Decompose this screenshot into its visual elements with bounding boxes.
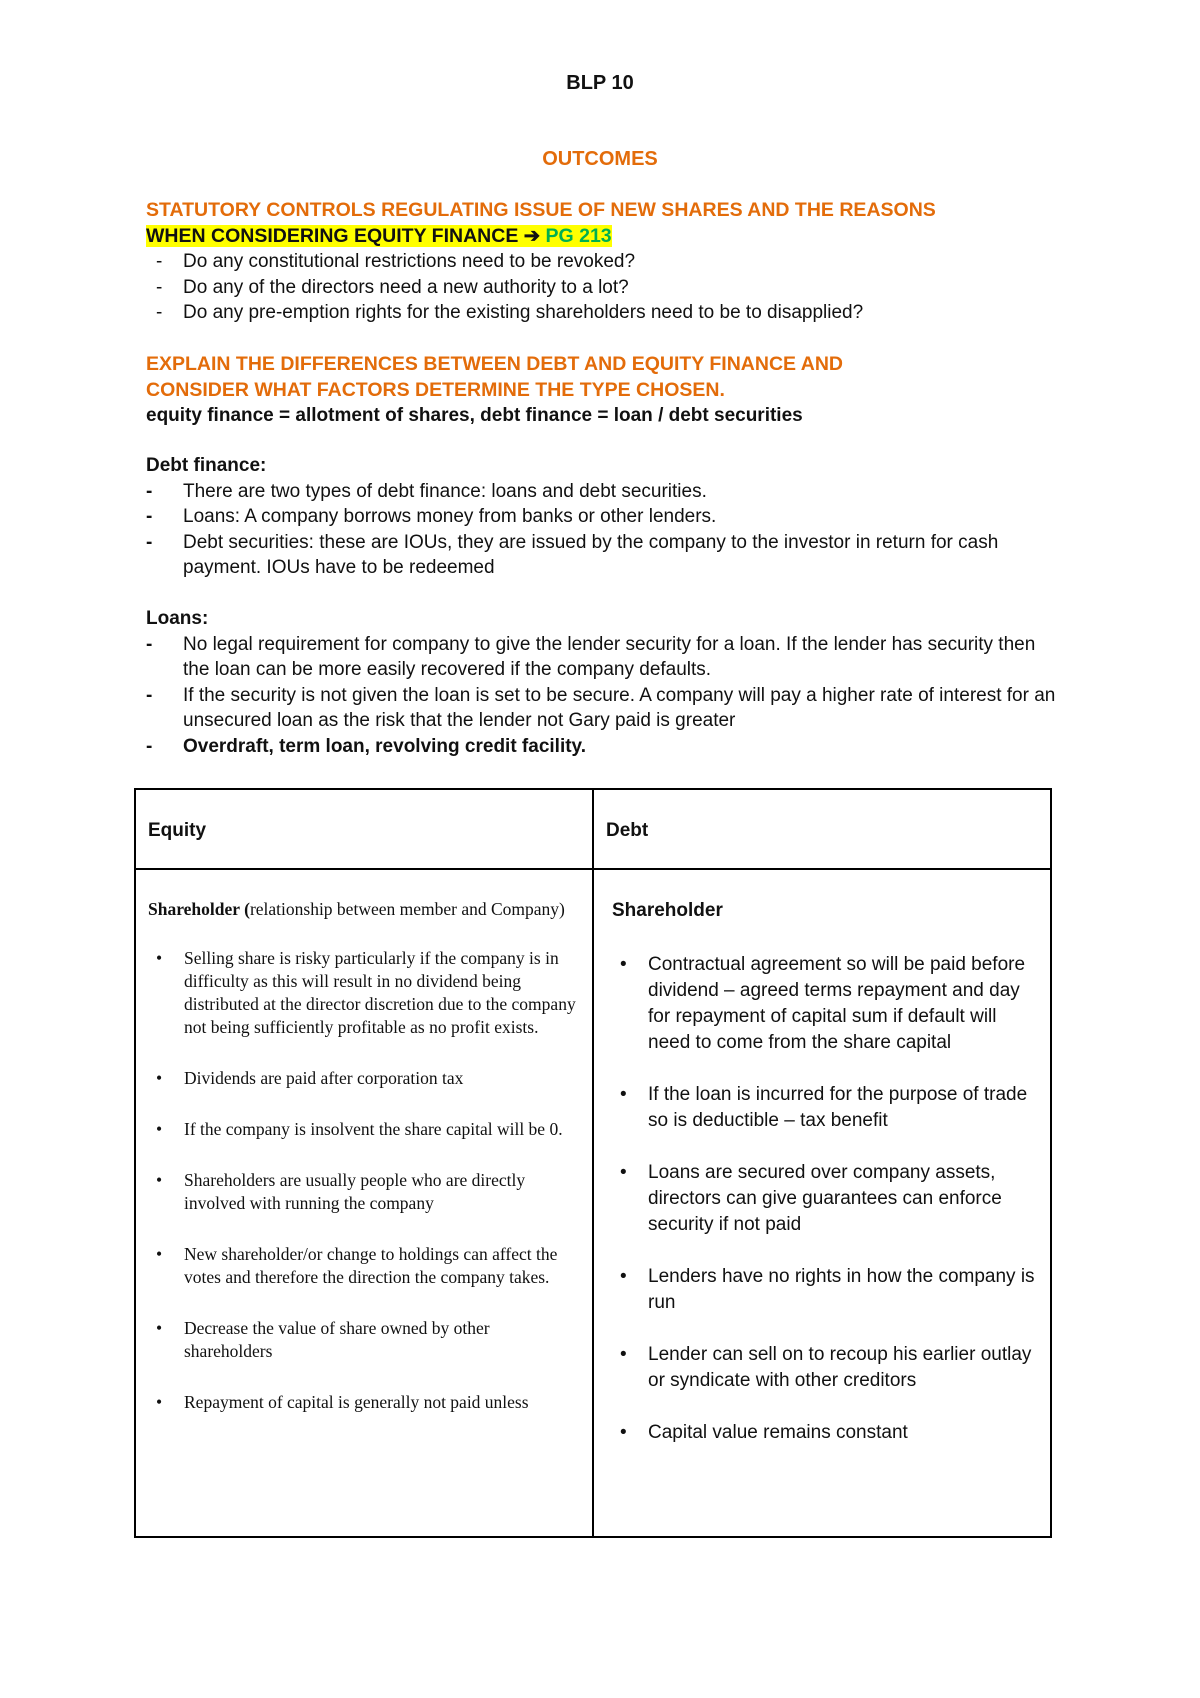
bullet-icon: • (156, 1318, 163, 1338)
bullet-icon: • (156, 1170, 163, 1190)
list-item: • Dividends are paid after corporation tax (156, 1068, 464, 1088)
list-item: • Repayment of capital is generally not paid unless (156, 1392, 529, 1412)
explain-heading-line2: CONSIDER WHAT FACTORS DETERMINE THE TYPE CHOSEN. (146, 378, 725, 401)
list-item: - Debt securities: these are IOUs, they are issued by the company to the investor in return for cash payment. IOUs have to be redeemed (146, 531, 999, 578)
list-item: • If the company is insolvent the share capital will be 0. (156, 1119, 563, 1139)
bullet-icon: • (620, 1266, 627, 1287)
list-item: • Shareholders are usually people who are directly involved with running the company (156, 1170, 526, 1213)
loans-list (146, 632, 1066, 760)
debt-subheading: Shareholder (612, 900, 723, 921)
document-title: BLP 10 (566, 72, 634, 94)
debt-cell (593, 869, 1051, 1537)
equity-debt-table (134, 788, 1052, 1538)
explain-heading-line1: EXPLAIN THE DIFFERENCES BETWEEN DEBT AND EQUITY FINANCE AND (146, 353, 843, 375)
list-item: • If the loan is incurred for the purpose of trade so is deductible – tax benefit (620, 1084, 1028, 1131)
list-item: • Decrease the value of share owned by other shareholders (156, 1318, 490, 1361)
table-header-row (135, 789, 1051, 869)
list-item: - There are two types of debt finance: loans and debt securities. (146, 480, 707, 502)
list-item: • Capital value remains constant (612, 1420, 1036, 1446)
bullet-icon: • (620, 954, 627, 975)
arrow-icon: ➔ (523, 224, 541, 247)
equity-column-header: Equity (135, 789, 593, 869)
debt-list (612, 952, 1036, 1446)
loans-section (146, 606, 1066, 759)
bullet-icon: • (156, 1119, 163, 1139)
list-item: • Lenders have no rights in how the company is run (620, 1266, 1035, 1313)
statutory-heading-line1: STATUTORY CONTROLS REGULATING ISSUE OF NEW SHARES AND THE REASONS (146, 199, 936, 221)
equity-subheading: Shareholder (relationship between member and Company) (148, 899, 565, 919)
statutory-list (146, 249, 1066, 326)
bullet-icon: • (156, 1244, 163, 1264)
equity-list (148, 947, 578, 1414)
section-title: OUTCOMES (542, 148, 658, 170)
list-item: • Selling share is risky particularly if the company is in difficulty as this will result in no dividend being distributed at the director discretion due to the company not being sufficiently profitable as no profit exists. (156, 948, 576, 1037)
bullet-icon: • (620, 1162, 627, 1183)
debt-column-header: Debt (593, 789, 1051, 869)
list-item: - No legal requirement for company to give the lender security for a loan. If the lender has security then the loan can be more easily recovered if the company defaults. (146, 633, 1036, 680)
list-item: - If the security is not given the loan is set to be secure. A company will pay a higher rate of interest for an unsecured loan as the risk that the lender not Gary paid is greater (146, 684, 1056, 731)
bullet-icon: • (156, 1392, 163, 1412)
list-item: • Loans are secured over company assets, directors can give guarantees can enforce security if not paid (620, 1162, 1002, 1235)
page-reference: PG 213 (545, 224, 612, 247)
finance-definition: equity finance = allotment of shares, debt finance = loan / debt securities (146, 405, 803, 426)
debt-finance-heading: Debt finance: (146, 455, 267, 476)
loans-heading: Loans: (146, 608, 209, 629)
list-item: - Do any pre-emption rights for the existing shareholders need to be to disapplied? (146, 300, 1066, 326)
bullet-icon: • (620, 1344, 627, 1365)
bullet-icon: • (620, 1084, 627, 1105)
debt-finance-section (146, 453, 1066, 581)
debt-finance-list (146, 479, 1066, 581)
list-item: - Overdraft, term loan, revolving credit facility. (146, 735, 586, 757)
bullet-icon: • (156, 948, 163, 968)
list-item: - Do any constitutional restrictions need to be revoked? (146, 249, 1066, 275)
list-item: • Lender can sell on to recoup his earlier outlay or syndicate with other creditors (620, 1344, 1032, 1391)
statutory-heading-line2 (146, 224, 1066, 250)
list-item: • New shareholder/or change to holdings can affect the votes and therefore the direction the company takes. (156, 1244, 558, 1287)
bullet-icon: • (156, 1068, 163, 1088)
equity-cell (135, 869, 593, 1537)
bullet-icon: • (620, 1422, 627, 1443)
table-row (135, 869, 1051, 1537)
statutory-heading-text: WHEN CONSIDERING EQUITY FINANCE (146, 224, 519, 247)
list-item: - Do any of the directors need a new authority to a lot? (146, 275, 1066, 301)
explain-section (146, 352, 1066, 429)
list-item: • Contractual agreement so will be paid before dividend – agreed terms repayment and day for repayment of capital sum if default will need to come from the share capital (620, 954, 1026, 1053)
statutory-section (146, 198, 1066, 326)
list-item: - Loans: A company borrows money from banks or other lenders. (146, 506, 717, 527)
